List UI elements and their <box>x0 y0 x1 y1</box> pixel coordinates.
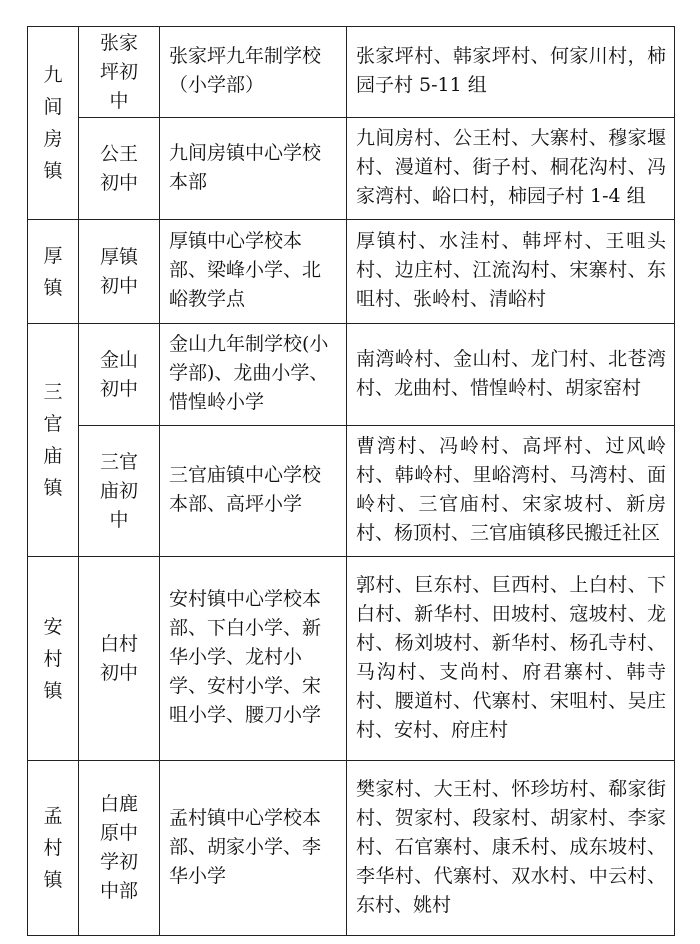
middle-school-name: 公王初中 <box>99 142 138 194</box>
table-row <box>28 324 675 426</box>
middle-school-cell <box>79 557 160 761</box>
middle-school-cell <box>79 324 160 426</box>
middle-school-cell <box>79 761 160 936</box>
school-district-table <box>27 26 675 936</box>
town-name: 九间房镇 <box>43 64 63 182</box>
middle-school-cell <box>79 220 160 324</box>
villages-cell: 南湾岭村、金山村、龙门村、北苍湾村、龙曲村、惜惶岭村、胡家窑村 <box>347 324 675 426</box>
primary-school-cell: 厚镇中心学校本部、梁峰小学、北峪教学点 <box>160 220 347 324</box>
middle-school-name: 金山初中 <box>99 348 138 400</box>
table-row <box>28 220 675 324</box>
primary-school-cell: 孟村镇中心学校本部、胡家小学、李华小学 <box>160 761 347 936</box>
villages-cell: 厚镇村、水洼村、韩坪村、王咀头村、边庄村、江流沟村、宋寨村、东咀村、张岭村、清峪村 <box>347 220 675 324</box>
middle-school-name: 白村初中 <box>99 632 138 684</box>
town-cell <box>28 557 79 761</box>
middle-school-name: 三官庙初中 <box>99 450 138 531</box>
middle-school-cell <box>79 426 160 557</box>
table-row <box>28 118 675 220</box>
town-name: 厚镇 <box>43 244 63 299</box>
table-row <box>28 27 675 118</box>
town-name: 孟村镇 <box>43 805 63 891</box>
middle-school-name: 白鹿原中学初中部 <box>99 793 138 902</box>
villages-cell: 张家坪村、韩家坪村、何家川村，柿园子村 5-11 组 <box>347 27 675 118</box>
primary-school-cell: 九间房镇中心学校本部 <box>160 118 347 220</box>
villages-cell: 九间房村、公王村、大寨村、穆家堰村、漫道村、街子村、桐花沟村、冯家湾村、峪口村，柿园子村 1-4 组 <box>347 118 675 220</box>
primary-school-cell: 金山九年制学校(小学部)、龙曲小学、惜惶岭小学 <box>160 324 347 426</box>
town-cell <box>28 761 79 936</box>
villages-cell: 曹湾村、冯岭村、高坪村、过风岭村、韩岭村、里峪湾村、马湾村、面岭村、三官庙村、宋家坡村、新房村、杨顶村、三官庙镇移民搬迁社区 <box>347 426 675 557</box>
town-name: 三官庙镇 <box>43 381 63 499</box>
primary-school-cell: 张家坪九年制学校（小学部） <box>160 27 347 118</box>
town-cell <box>28 220 79 324</box>
villages-cell: 樊家村、大王村、怀珍坊村、郗家街村、贺家村、段家村、胡家村、李家村、石官寨村、康禾村、成东坡村、李华村、代寨村、双水村、中云村、东村、姚村 <box>347 761 675 936</box>
villages-cell: 郭村、巨东村、巨西村、上白村、下白村、新华村、田坡村、寇坡村、龙村、杨刘坡村、新华村、杨孔寺村、马沟村、支尚村、府君寨村、韩寺村、腰道村、代寨村、宋咀村、吴庄村、安村、府庄村 <box>347 557 675 761</box>
table-row <box>28 426 675 557</box>
table-row <box>28 557 675 761</box>
primary-school-cell: 三官庙镇中心学校本部、高坪小学 <box>160 426 347 557</box>
middle-school-name: 张家坪初中 <box>99 31 138 112</box>
primary-school-cell: 安村镇中心学校本部、下白小学、新华小学、龙村小学、安村小学、宋咀小学、腰刀小学 <box>160 557 347 761</box>
middle-school-cell <box>79 118 160 220</box>
middle-school-name: 厚镇初中 <box>99 245 138 297</box>
town-name: 安村镇 <box>43 615 63 702</box>
middle-school-cell <box>79 27 160 118</box>
town-cell <box>28 324 79 557</box>
town-cell <box>28 27 79 220</box>
table-row <box>28 761 675 936</box>
